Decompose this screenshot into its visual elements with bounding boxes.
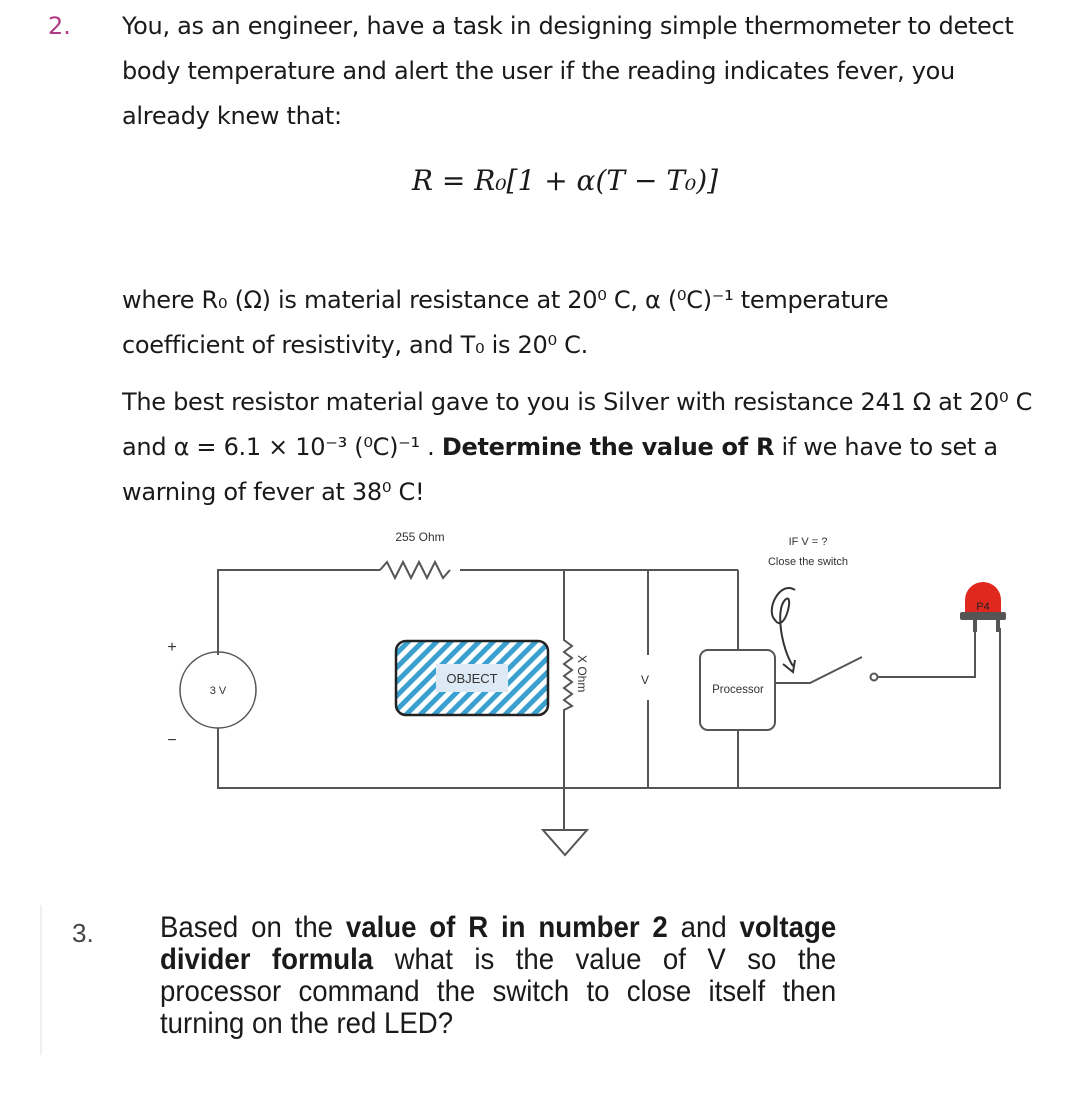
q2-where-text: where R₀ (Ω) is material resistance at 20⁰ C, α (⁰C)⁻¹ temperature coefficient of resistivity, and T₀ is 20⁰ C. [122,286,889,359]
red-led [960,582,1006,632]
resistor-label: 255 Ohm [395,530,445,544]
q2-intro: You, as an engineer, have a task in designing simple thermometer to detect body temperature and alert the user if the reading indicates fever, you already knew that: [122,12,1014,130]
led-label: P4 [976,601,990,613]
control-arrow [772,588,795,666]
question-number-3: 3. [72,918,94,948]
q3-bold-2: voltage divider formula [160,911,837,976]
q3-text-3: what is the value of V so the processor command the switch to close itself then turning on the red LED? [160,943,837,1040]
voltage-label: V [640,673,650,687]
given-text: The best resistor material gave to you is Silver with resistance 241 Ω at 20⁰ C and α = 6.1 × 10⁻³ (⁰C)⁻¹ . [122,388,1033,461]
processor-label: Processor [712,684,764,696]
given-text-end: if we have to set a warning of fever at 38⁰ C! [122,433,998,506]
q3-text-1: Based on the [160,911,346,944]
q3-text [160,912,836,1040]
switch-contact [871,674,878,681]
minus-sign: − [167,732,177,749]
source-label: 3 V [209,685,227,697]
led-wire [878,628,975,677]
bottom-wire [218,628,1000,788]
object-label: OBJECT [446,671,498,686]
condition-note: IF V = ? [788,536,828,548]
sensor-label: X Ohm [575,655,589,693]
question-number-2: 2. [48,12,71,40]
resistor-255 [380,562,450,578]
sensor-branch [564,570,572,830]
resistance-equation: R = R₀[1 + α(T − T₀)] [411,164,719,197]
plus-sign: + [167,639,177,656]
ground-symbol [543,830,587,855]
q3-text-2: and [667,911,740,944]
switch [775,657,862,683]
switch-note: Close the switch [767,556,849,568]
q3-bold-1: value of R in number 2 [345,911,668,944]
margin-rule [40,905,42,1055]
given-bold: Determine the value of R [441,433,775,461]
